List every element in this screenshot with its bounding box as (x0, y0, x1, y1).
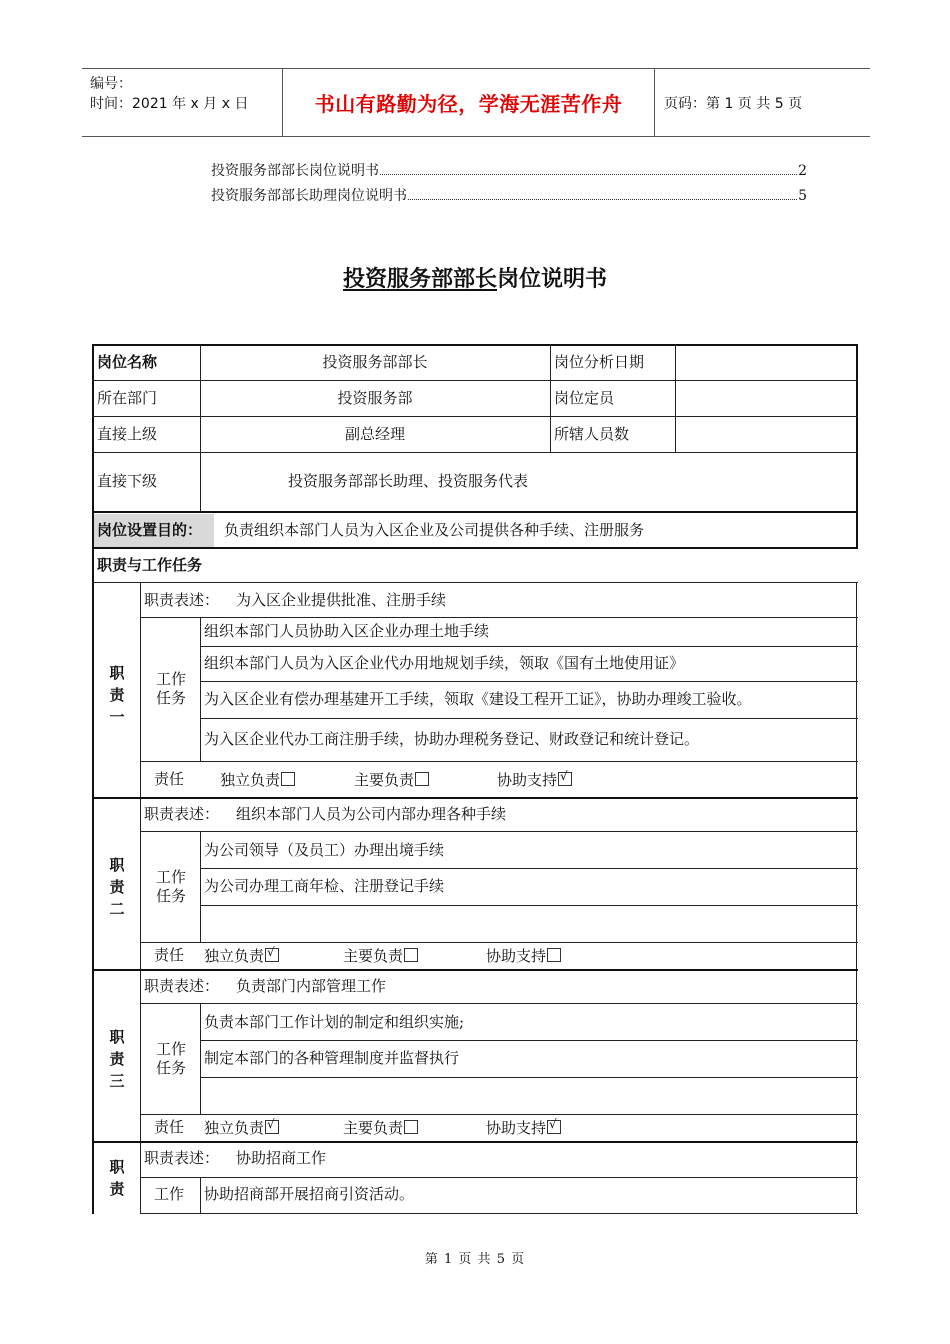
duty-4-label: 职 责 (109, 1158, 125, 1198)
checkbox-icon[interactable] (415, 772, 429, 786)
analysis-date-label: 岗位分析日期 (554, 353, 645, 371)
dept-value: 投资服务部 (337, 389, 413, 407)
duty-2-task: 为公司办理工商年检、注册登记手续 (204, 877, 445, 895)
duty-4-task: 协助招商部开展招商引资活动。 (204, 1185, 415, 1203)
duty-1-resp-main[interactable]: 主要负责 (354, 772, 429, 788)
time-label: 时间：2021 年 x 月 x 日 (90, 96, 249, 112)
toc-entry[interactable] (211, 185, 807, 207)
duty-3-label: 职 责 三 (109, 1028, 125, 1090)
duty-1-label: 职 责 一 (109, 664, 125, 726)
position-label: 岗位名称 (97, 353, 158, 371)
motto: 书山有路勤为径，学海无涯苦作舟 (314, 92, 623, 116)
subordinate-value: 投资服务部部长助理、投资服务代表 (288, 472, 529, 490)
duty-1-task: 组织本部门人员协助入区企业办理土地手续 (204, 622, 490, 640)
toc-page: 2 (798, 163, 807, 179)
superior-label: 直接上级 (97, 425, 158, 443)
duty-4-desc: 协助招商工作 (236, 1149, 327, 1167)
duty-3-desc: 负责部门内部管理工作 (236, 977, 387, 995)
checkbox-checked-icon[interactable] (265, 1120, 279, 1134)
duty-1-desc-label: 职责表述： (144, 591, 220, 609)
duty-1-resp-label: 责任 (154, 770, 185, 788)
checkbox-checked-icon[interactable] (265, 948, 279, 962)
duty-2-resp-assist[interactable]: 协助支持 (486, 948, 561, 964)
duty-1-resp-independent[interactable]: 独立负责 (220, 772, 295, 788)
title-rest: 岗位说明书 (497, 267, 608, 292)
duty-2-desc: 组织本部门人员为公司内部办理各种手续 (236, 805, 507, 823)
duty-2-desc-label: 职责表述： (144, 805, 220, 823)
header-meta (82, 69, 283, 136)
position-value: 投资服务部部长 (322, 353, 428, 371)
toc-entry[interactable] (211, 160, 807, 182)
staffing-label: 岗位定员 (554, 389, 615, 407)
duty-1-task: 为入区企业代办工商注册手续，协助办理税务登记、财政登记和统计登记。 (204, 730, 700, 748)
subordinates-count-label: 所辖人员数 (554, 425, 630, 443)
duty-2-label: 职 责 二 (109, 856, 125, 918)
duty-2-task: 为公司领导（及员工）办理出境手续 (204, 841, 445, 859)
duty-2-resp-label: 责任 (154, 946, 185, 964)
checkbox-icon[interactable] (281, 772, 295, 786)
duty-1-desc: 为入区企业提供批准、注册手续 (236, 591, 447, 609)
duty-2-task-label: 工作 任务 (155, 868, 186, 905)
title-underlined: 投资服务部部长 (342, 267, 497, 292)
dept-label: 所在部门 (97, 389, 158, 407)
page-footer: 第 1 页 共 5 页 (424, 1252, 526, 1267)
toc-leader (408, 199, 797, 200)
duty-1-task-label: 工作 任务 (155, 670, 186, 707)
header-page-info: 页码：第 1 页 共 5 页 (664, 95, 803, 112)
duties-heading: 职责与工作任务 (97, 556, 203, 574)
duty-3-resp-independent[interactable]: 独立负责√ (204, 1120, 279, 1136)
duty-4-desc-label: 职责表述： (144, 1149, 220, 1167)
code-label: 编号： (90, 76, 132, 92)
checkbox-icon[interactable] (547, 948, 561, 962)
duty-3-resp-label: 责任 (154, 1118, 185, 1136)
duty-3-desc-label: 职责表述： (144, 977, 220, 995)
duty-1-task: 组织本部门人员为入区企业代办用地规划手续，领取《国有土地使用证》 (204, 654, 685, 672)
toc-title: 投资服务部部长助理岗位说明书 (211, 188, 407, 204)
duty-1-task: 为入区企业有偿办理基建开工手续，领取《建设工程开工证》，协助办理竣工验收。 (204, 690, 752, 708)
checkbox-checked-icon[interactable] (558, 772, 572, 786)
toc-title: 投资服务部部长岗位说明书 (211, 163, 379, 179)
checkbox-checked-icon[interactable] (547, 1120, 561, 1134)
duty-4-task-label: 工作 (154, 1185, 185, 1203)
duty-3-resp-assist[interactable]: 协助支持√ (486, 1120, 561, 1136)
duty-3-task: 负责本部门工作计划的制定和组织实施; (204, 1013, 465, 1031)
purpose-value: 负责组织本部门人员为入区企业及公司提供各种手续、注册服务 (224, 521, 645, 539)
checkbox-icon[interactable] (404, 1120, 418, 1134)
job-description-form (92, 344, 858, 1214)
toc-leader (380, 174, 797, 175)
duty-3-task: 制定本部门的各种管理制度并监督执行 (204, 1049, 460, 1067)
duty-3-task-label: 工作 任务 (155, 1040, 186, 1077)
subordinate-label: 直接下级 (97, 472, 158, 490)
purpose-label: 岗位设置目的： (97, 521, 203, 539)
page-header (82, 68, 870, 137)
checkbox-icon[interactable] (404, 948, 418, 962)
duty-3-resp-main[interactable]: 主要负责 (343, 1120, 418, 1136)
document-title (0, 262, 950, 293)
duty-2-resp-main[interactable]: 主要负责 (343, 948, 418, 964)
duty-2-resp-independent[interactable]: 独立负责√ (204, 948, 279, 964)
superior-value: 副总经理 (344, 425, 405, 443)
header-motto-cell (283, 69, 655, 136)
duty-1-resp-assist[interactable]: 协助支持√ (497, 772, 572, 788)
toc-page: 5 (798, 188, 807, 204)
